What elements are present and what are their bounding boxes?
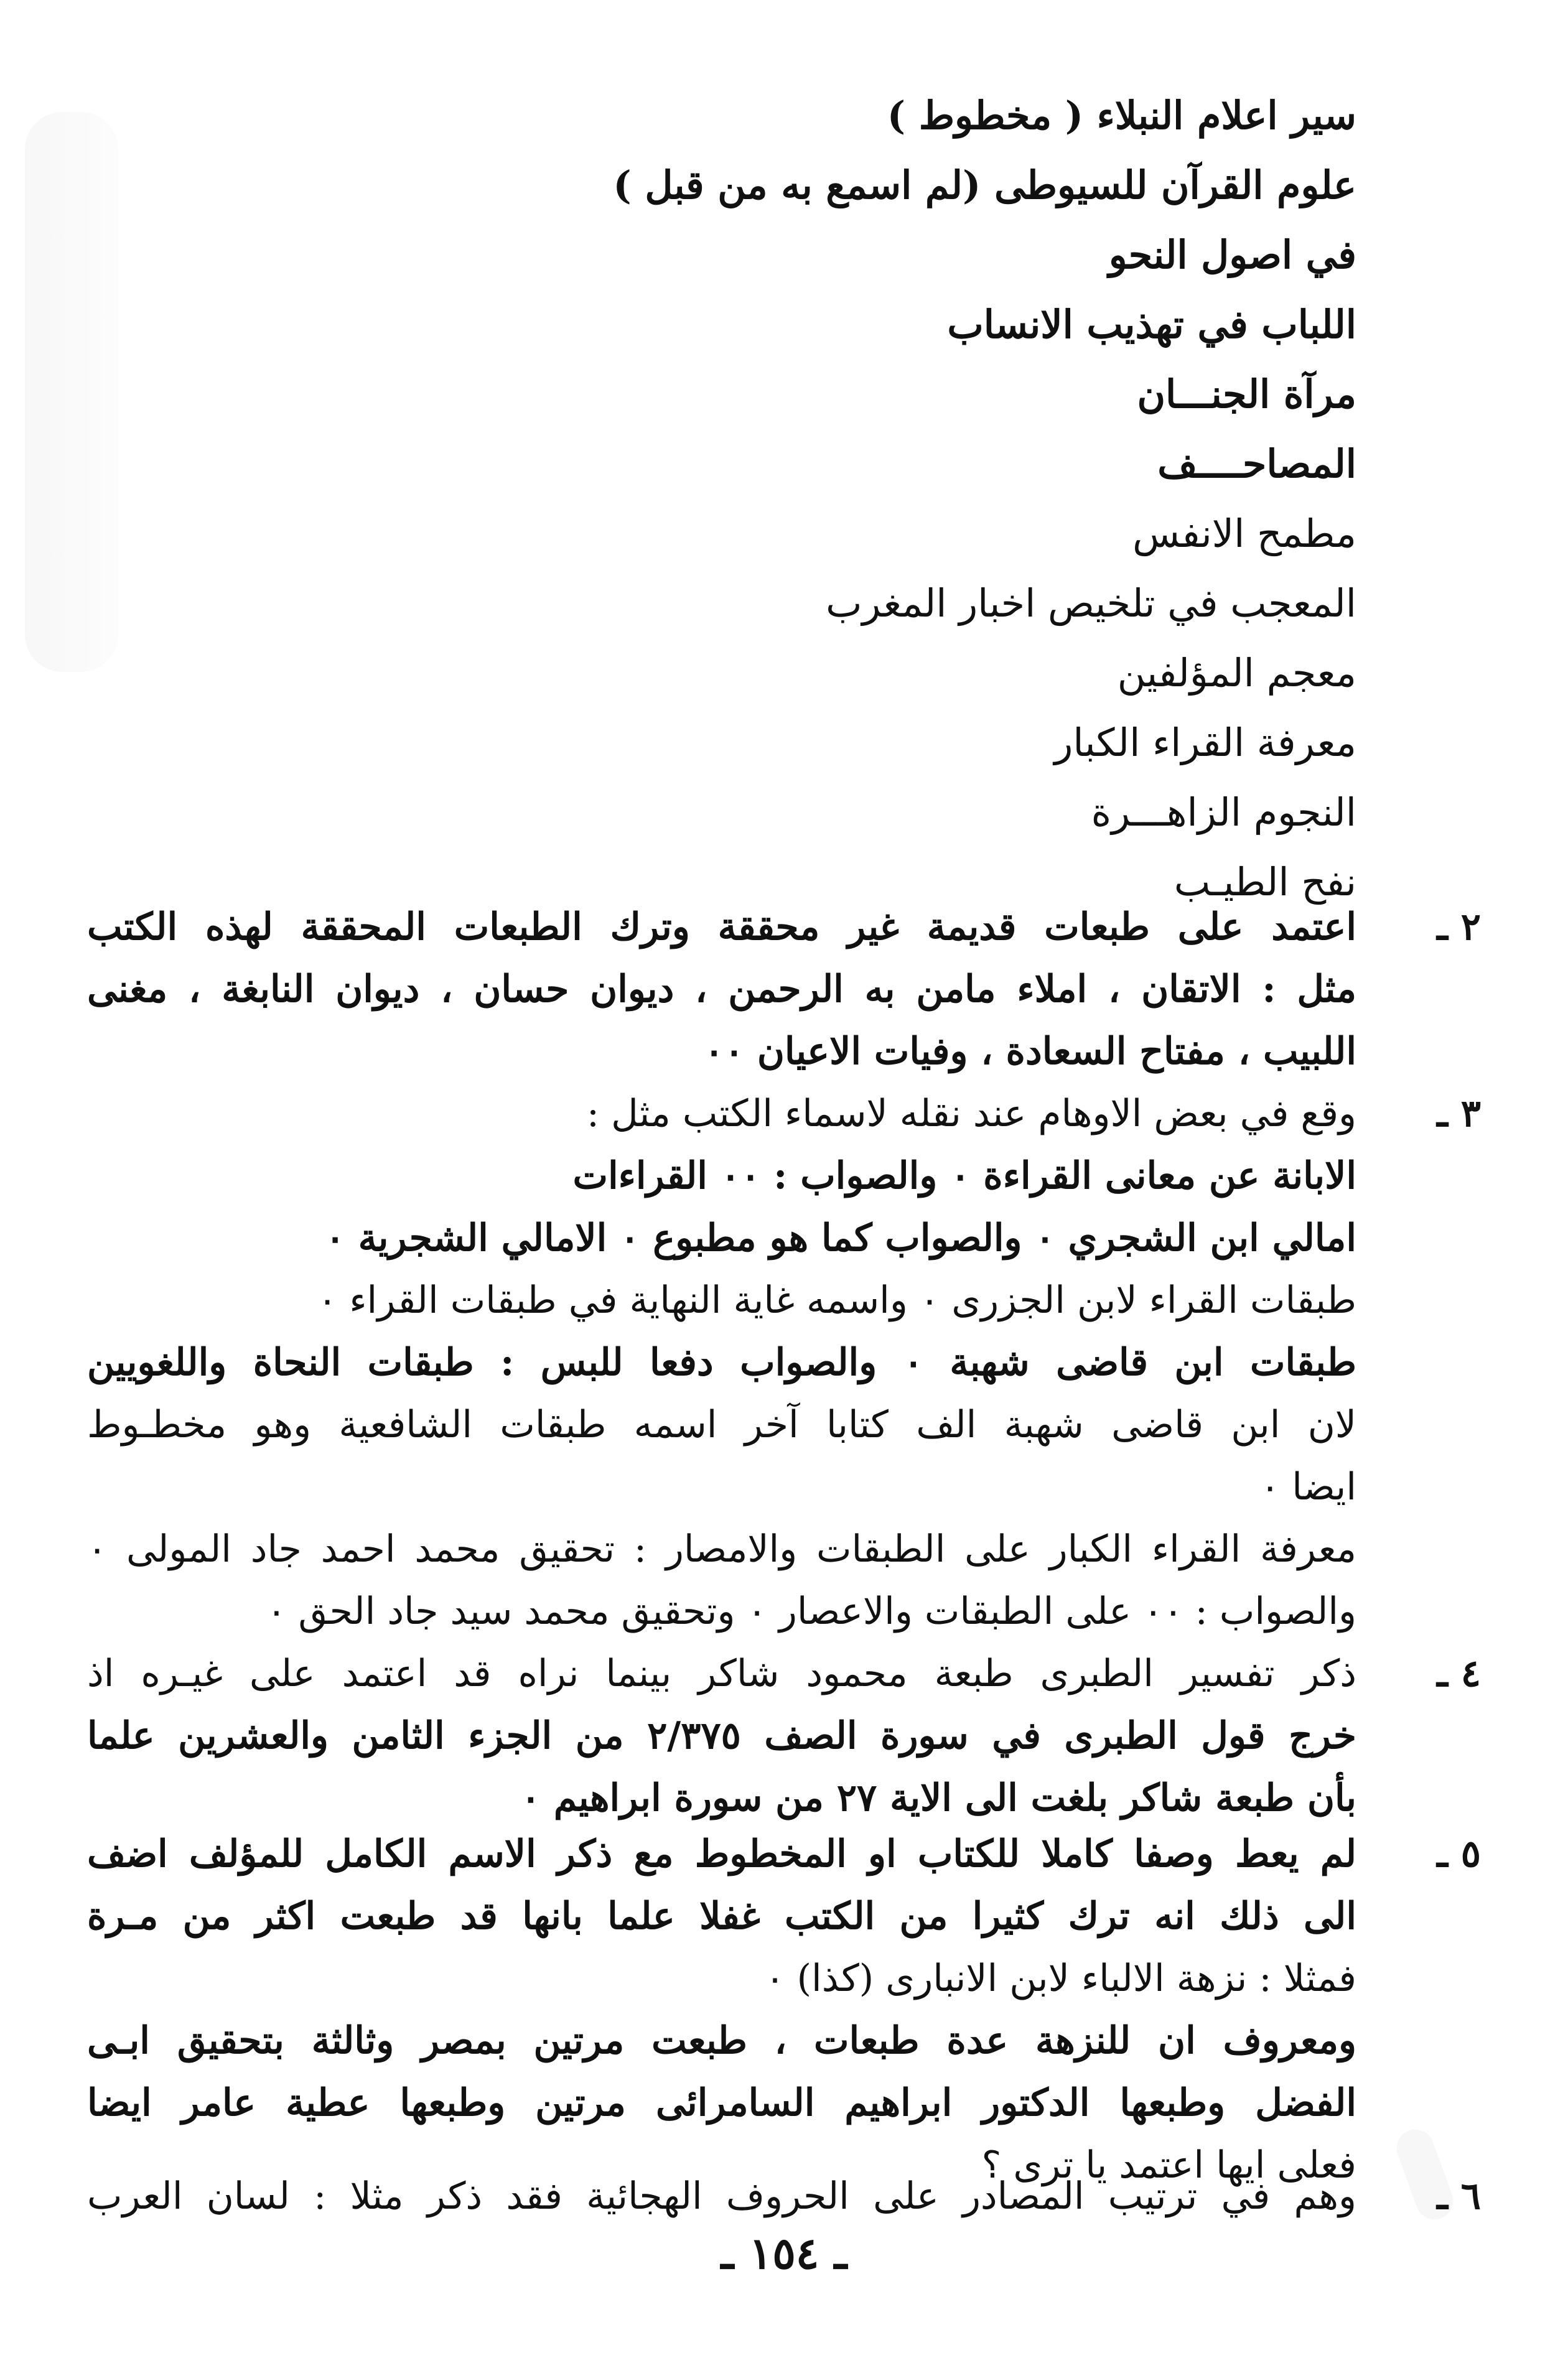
item-number: ٣ ـ [1437, 1092, 1481, 1135]
item-number: ٢ ـ [1437, 905, 1481, 949]
book-title: معرفة القراء الكبار [1054, 720, 1356, 765]
item-3-paragraph [87, 1331, 1356, 1518]
item-number: ٤ ـ [1437, 1652, 1481, 1695]
numbered-item-2 [87, 896, 1481, 1083]
text-line: اللبيب ، مفتاح السعادة ، وفيات الاعيان ٠٠ [704, 1030, 1356, 1073]
text-line: الى ذلك انه ترك كثيرا من الكتب غفلا علما بانها قد طبعت اكثر من مـرة [87, 1895, 1356, 1938]
book-title: المعجب في تلخيص اخبار المغرب [826, 580, 1356, 626]
numbered-item-3 [87, 1083, 1481, 1331]
book-list [299, 81, 1356, 917]
text-line: ايضا ٠ [1260, 1465, 1356, 1509]
text-line: مثل : الاتقان ، املاء مامن به الرحمن ، ديوان حسان ، ديوان النابغة ، مغنى [87, 967, 1356, 1011]
text-line: فمثلا : نزهة الالباء لابن الانبارى (كذا) ٠ [765, 1957, 1356, 2000]
text-line: لم يعط وصفا كاملا للكتاب او المخطوط مع ذكر الاسم الكامل للمؤلف اضف [87, 1832, 1356, 1876]
item-number: ٥ ـ [1437, 1832, 1481, 1876]
text-line: والصواب : ٠٠ على الطبقات والاعصار ٠ وتحقيق محمد سيد جاد الحق ٠ [266, 1590, 1356, 1633]
text-line: ذكر تفسير الطبرى طبعة محمود شاكر بينما نراه قد اعتمد على غيـره اذ [87, 1652, 1356, 1695]
text-line: الفضل وطبعها الدكتور ابراهيم السامرائى مرتين وطبعها عطية عامر ايضا [87, 2081, 1356, 2125]
book-title: مرآة الجنـــان [1137, 371, 1356, 417]
text-line: ومعروف ان للنزهة عدة طبعات ، طبعت مرتين بمصر وثالثة بتحقيق ابـى [87, 2019, 1356, 2062]
text-line: الابانة عن معانى القراءة ٠ والصواب : ٠٠ القراءات [572, 1154, 1356, 1198]
page-number: ـ ١٥٤ ـ [721, 2227, 847, 2279]
book-title: في اصول النحو [1108, 232, 1356, 277]
text-line: امالي ابن الشجري ٠ والصواب كما هو مطبوع ٠ الامالي الشجرية ٠ [325, 1216, 1356, 1260]
text-line: لان ابن قاضى شهبة الف كتابا آخر اسمه طبقات الشافعية وهو مخطـوط [87, 1403, 1356, 1447]
text-line: طبقات القراء لابن الجزرى ٠ واسمه غاية النهاية في طبقات القراء ٠ [317, 1279, 1356, 1322]
text-line: طبقات ابن قاضى شهبة ٠ والصواب دفعا للبس : طبقات النحاة واللغويين [87, 1341, 1356, 1384]
book-title: سير اعلام النبلاء ( مخطوط ) [887, 93, 1356, 138]
book-title: معجم المؤلفين [1117, 650, 1356, 696]
item-3-paragraph [87, 1518, 1356, 1643]
book-title: مطمح الانفس [1132, 511, 1356, 556]
book-title: علوم القرآن للسيوطى (لم اسمع به من قبل ) [613, 162, 1356, 208]
text-line: وقع في بعض الاوهام عند نقله لاسماء الكتب مثل : [586, 1092, 1356, 1135]
book-title: النجوم الزاهـــرة [1091, 790, 1356, 835]
text-line: اعتمد على طبعات قديمة غير محققة وترك الطبعات المحققة لهذه الكتب [87, 905, 1356, 949]
book-title: المصاحــــف [1157, 441, 1356, 487]
text-line: معرفة القراء الكبار على الطبقات والامصار : تحقيق محمد احمد جاد المولى ٠ [87, 1527, 1356, 1571]
book-title: اللباب في تهذيب الانساب [947, 302, 1356, 347]
numbered-item-4 [87, 1643, 1481, 1829]
book-title: نفح الطيـب [1174, 859, 1356, 905]
text-line: بأن طبعة شاكر بلغت الى الاية ٢٧ من سورة ابراهيم ٠ [520, 1776, 1356, 1820]
item-number: ٦ ـ [1437, 2174, 1481, 2218]
text-line: وهم في ترتيب المصادر على الحروف الهجائية فقد ذكر مثلا : لسان العرب [87, 2174, 1356, 2218]
numbered-item-6 [87, 2165, 1481, 2227]
scan-smudge [25, 112, 118, 672]
numbered-item-5 [87, 1823, 1481, 2010]
text-line: خرج قول الطبرى في سورة الصف ٢/٣٧٥ من الجزء الثامن والعشرين علما [87, 1714, 1356, 1758]
text-line: فعلى ايها اعتمد يا ترى ؟ [981, 2143, 1356, 2187]
